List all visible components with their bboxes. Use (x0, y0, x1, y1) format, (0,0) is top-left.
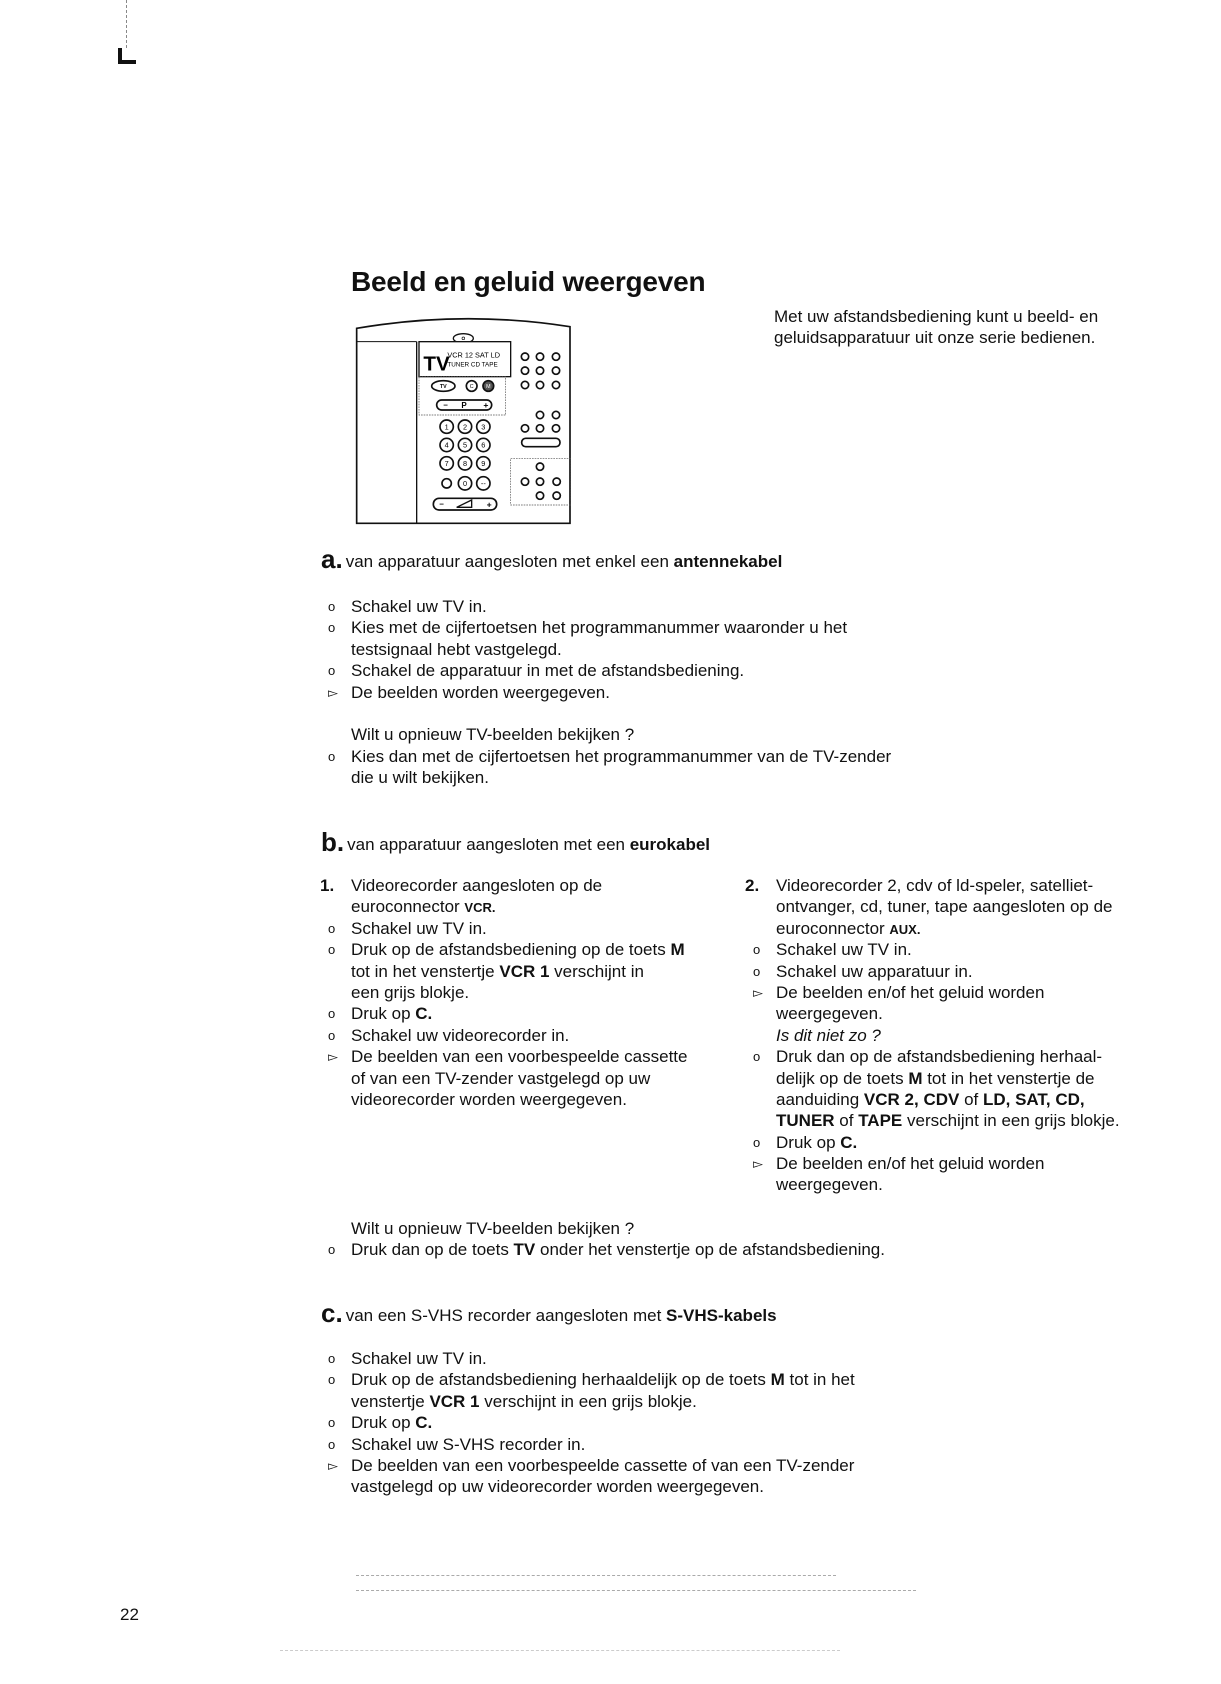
bullet-circle-icon: o (328, 1006, 336, 1022)
function-key (536, 411, 543, 418)
text-run: videorecorder worden weergegeven. (351, 1089, 627, 1109)
list-item-line (776, 918, 1120, 939)
text-run: VCR 1 (499, 961, 550, 981)
text-run: Druk dan op de afstandsbediening herhaal- (776, 1047, 1103, 1067)
section-b-heading (321, 827, 711, 857)
text-run: weergegeven. (776, 1004, 883, 1024)
text-run: VCR 2, CDV (863, 1089, 960, 1109)
result-triangle-icon: ▻ (753, 984, 763, 1000)
function-key (552, 425, 559, 432)
text-run: De beelden van een voorbespeelde cassette of van een TV-zender (351, 1455, 855, 1475)
list-item-line (328, 682, 891, 703)
bullet-circle-icon: o (753, 942, 761, 958)
function-key (521, 353, 528, 360)
text-run: ontvanger, cd, tuner, tape aangesloten op de (776, 897, 1113, 917)
text-run: van een S-VHS recorder aangesloten met (345, 1306, 667, 1325)
step-number: 2. (745, 876, 760, 895)
text-run: Druk op (351, 1004, 416, 1024)
function-key (521, 425, 528, 432)
list-item-line (753, 1132, 1120, 1153)
list-item-line (328, 1455, 855, 1476)
list-item-line (328, 1348, 855, 1369)
text-run: weergegeven. (776, 1175, 883, 1195)
text-run: venstertje (351, 1391, 430, 1411)
svg-text:–: – (439, 499, 444, 509)
section-letter: b. (321, 827, 345, 857)
text-run: Wilt u opnieuw TV-beelden bekijken ? (351, 1219, 635, 1238)
text-run: C. (415, 1413, 433, 1433)
list-item-line (328, 1434, 855, 1455)
text-run: Wilt u opnieuw TV-beelden bekijken ? (351, 725, 635, 745)
text-run: M (908, 1068, 923, 1088)
digit-key-label: 8 (462, 459, 468, 468)
text-run: C. (840, 1132, 858, 1152)
corner-mark-foot (118, 60, 136, 64)
section-c-list (328, 1348, 855, 1498)
text-run: vastgelegd op uw videorecorder worden weergegeven. (351, 1477, 764, 1497)
bullet-circle-icon: o (328, 620, 336, 636)
svg-text:+: + (483, 400, 489, 410)
step-number: 1. (320, 876, 335, 895)
section-letter: a. (321, 544, 343, 574)
text-run: verschijnt in een grijs blokje. (479, 1391, 697, 1411)
text-run: TUNER (776, 1111, 835, 1131)
text-run: Videorecorder 2, cdv of ld-speler, satelliet- (776, 876, 1094, 895)
list-item-line (776, 1068, 1120, 1089)
text-run: VCR 1 (429, 1391, 480, 1411)
display-line1: VCR 12 SAT LD (447, 350, 501, 360)
list-item-line (328, 939, 687, 960)
list-item-line (328, 746, 892, 767)
text-run: Schakel de apparatuur in met de afstandsbediening. (351, 661, 745, 681)
digit-key-label: 9 (481, 459, 486, 468)
text-run: euroconnector (776, 918, 890, 938)
text-run: VCR. (464, 900, 496, 916)
list-item-line (328, 1239, 885, 1260)
svg-text:P: P (461, 401, 467, 410)
function-key (521, 381, 528, 388)
text-run: De beelden en/of het geluid worden (776, 1154, 1045, 1174)
function-key (552, 353, 559, 360)
function-key (536, 425, 543, 432)
result-triangle-icon: ▻ (753, 1156, 763, 1172)
svg-text:+: + (486, 499, 492, 510)
scan-artifact-line (356, 1590, 916, 1591)
list-item-line (351, 1476, 855, 1497)
list-item-line (328, 660, 891, 681)
text-run: Druk dan op de toets (351, 1240, 514, 1260)
bullet-circle-icon: o (328, 1436, 336, 1452)
bullet-circle-icon: o (328, 1415, 336, 1431)
function-key (536, 478, 543, 485)
text-run: Schakel uw TV in. (351, 597, 487, 616)
digit-key-label: 7 (444, 459, 449, 468)
svg-text:–: – (443, 400, 448, 410)
list-item-line (320, 875, 687, 896)
list-item-line (753, 1046, 1120, 1067)
section-a-heading (321, 544, 783, 574)
text-run: aanduiding (776, 1089, 864, 1109)
function-key (521, 367, 528, 374)
text-run: De beelden en/of het geluid worden (776, 982, 1045, 1002)
list-item-line (351, 1391, 855, 1412)
list-item-line (328, 1369, 855, 1390)
list-item-line (351, 639, 891, 660)
svg-text:M: M (486, 384, 491, 390)
list-item-line (351, 1089, 687, 1110)
text-run: of van een TV-zender vastgelegd op uw (351, 1068, 651, 1088)
list-item-line (753, 1153, 1120, 1174)
list-item-line (351, 1068, 687, 1089)
digit-key-label: 6 (481, 440, 486, 450)
text-run: tot in het (784, 1370, 855, 1390)
list-item-line (776, 1089, 1120, 1110)
list-item-line (745, 875, 1120, 896)
text-run: antennekabel (673, 552, 783, 571)
function-key (553, 492, 560, 499)
intro-line: geluidsapparatuur uit onze serie bedienen. (774, 328, 1096, 348)
crop-mark-line (126, 0, 127, 48)
text-run: Kies dan met de cijfertoetsen het programmanummer van de TV-zender (351, 746, 892, 766)
list-item-line (351, 961, 687, 982)
text-run: van apparatuur aangesloten met een (347, 835, 630, 854)
digit-key (442, 479, 451, 488)
text-run: of (834, 1111, 859, 1131)
display-line2: TUNER CD TAPE (447, 361, 498, 369)
list-item-line (776, 1110, 1120, 1131)
bullet-circle-icon: o (328, 599, 336, 614)
function-key (536, 367, 543, 374)
function-key (521, 478, 528, 485)
bullet-circle-icon: o (328, 942, 336, 958)
function-key (536, 463, 543, 470)
list-item-line (351, 982, 687, 1003)
text-run: M (770, 1370, 785, 1390)
scan-artifact-line (356, 1575, 836, 1576)
section-b-after (328, 1218, 885, 1261)
scan-artifact-line (280, 1650, 840, 1651)
bullet-circle-icon: o (753, 963, 761, 979)
function-key (536, 381, 543, 388)
bullet-circle-icon: o (328, 1027, 336, 1043)
text-run: TV (513, 1240, 536, 1260)
text-run: AUX. (889, 921, 921, 937)
list-item-line (351, 724, 891, 745)
section-letter: c. (321, 1298, 343, 1328)
bullet-circle-icon: o (328, 1372, 336, 1388)
text-run: of (959, 1089, 983, 1109)
function-key (536, 353, 543, 360)
function-key (536, 492, 543, 499)
text-run: Schakel uw videorecorder in. (351, 1025, 570, 1045)
text-run: euroconnector (351, 897, 465, 917)
result-triangle-icon: ▻ (328, 684, 338, 700)
text-run: TAPE (858, 1111, 903, 1131)
digit-key-label: 3 (481, 422, 486, 432)
function-key (552, 381, 559, 388)
list-item-line (351, 703, 891, 724)
text-run: onder het venstertje op de afstandsbediening. (535, 1240, 885, 1260)
text-run: M (670, 940, 685, 960)
text-run: een grijs blokje. (351, 982, 470, 1002)
text-run: verschijnt in (549, 961, 644, 981)
section-b-right-column (745, 875, 1120, 1196)
function-key (553, 478, 560, 485)
bullet-circle-icon: o (328, 920, 336, 936)
text-run: eurokabel (629, 835, 711, 854)
list-item-line (776, 1025, 1120, 1046)
text-run: tot in het venstertje de (922, 1068, 1095, 1088)
svg-text:TV: TV (439, 384, 447, 390)
remote-control-diagram (340, 310, 600, 540)
page-title: Beeld en geluid weergeven (351, 266, 706, 297)
bullet-circle-icon: o (328, 663, 336, 679)
function-key (552, 367, 559, 374)
digit-key-label: 0 (462, 479, 468, 488)
list-item-line (328, 918, 687, 939)
list-item-line (776, 1003, 1120, 1024)
text-run: Druk op (351, 1413, 416, 1433)
list-item-line (351, 896, 687, 917)
bullet-circle-icon: o (328, 748, 336, 764)
text-run: testsignaal hebt vastgelegd. (351, 639, 562, 659)
text-run: Schakel uw apparatuur in. (776, 961, 973, 981)
list-item-line (328, 1003, 687, 1024)
list-item-line (753, 939, 1120, 960)
text-run: C. (415, 1004, 433, 1024)
result-triangle-icon: ▻ (328, 1049, 338, 1065)
oblong-key (522, 438, 560, 446)
text-run: Videorecorder aangesloten op de (351, 876, 603, 895)
result-triangle-icon: ▻ (328, 1457, 338, 1473)
list-item-line (351, 1218, 885, 1239)
intro-line: Met uw afstandsbediening kunt u beeld- en (774, 307, 1099, 326)
text-run: Schakel uw TV in. (351, 1349, 487, 1368)
section-b-left-column (320, 875, 688, 1110)
bullet-circle-icon: o (753, 1049, 761, 1065)
page-number: 22 (120, 1605, 139, 1624)
list-item-line (753, 982, 1120, 1003)
bullet-circle-icon: o (328, 1242, 336, 1258)
list-item-line (776, 1174, 1120, 1195)
bullet-circle-icon: o (328, 1351, 336, 1366)
svg-text:C: C (469, 384, 474, 390)
text-run: Kies met de cijfertoetsen het programmanummer waaronder u het (351, 618, 848, 638)
text-run: Schakel uw TV in. (776, 940, 912, 960)
list-item-line (328, 596, 891, 617)
text-run: delijk op de toets (776, 1068, 909, 1088)
section-a-list (328, 596, 892, 789)
text-run: Is dit niet zo ? (776, 1025, 881, 1045)
list-item-line (328, 1046, 688, 1067)
text-run: verschijnt in een grijs blokje. (902, 1111, 1120, 1131)
intro-text (774, 306, 1098, 349)
list-item-line (753, 961, 1120, 982)
list-item-line (776, 896, 1120, 917)
text-run: Druk op de afstandsbediening herhaaldelijk op de toets (351, 1370, 771, 1390)
digit-key-label: 1 (444, 422, 449, 432)
bullet-circle-icon: o (753, 1134, 761, 1150)
digit-key-label: -- (480, 479, 486, 488)
text-run: De beelden van een voorbespeelde cassette (351, 1047, 688, 1067)
list-item-line (351, 767, 891, 788)
digit-key-label: 5 (462, 440, 468, 450)
text-run: LD, SAT, CD, (982, 1089, 1085, 1109)
text-run: van apparatuur aangesloten met enkel een (345, 552, 674, 571)
function-key (552, 411, 559, 418)
display-tv: TV (423, 352, 450, 376)
list-item-line (328, 617, 891, 638)
digit-key-label: 2 (462, 422, 468, 432)
digit-key-label: 4 (444, 440, 449, 450)
text-run: De beelden worden weergegeven. (351, 682, 610, 702)
text-run: S-VHS-kabels (666, 1306, 777, 1325)
list-item-line (328, 1412, 855, 1433)
text-run: tot in het venstertje (351, 961, 500, 981)
text-run: Druk op (776, 1132, 841, 1152)
text-run: Druk op de afstandsbediening op de toets (351, 940, 671, 960)
list-item-line (328, 1025, 687, 1046)
text-run: Schakel uw TV in. (351, 918, 487, 938)
section-c-heading (321, 1298, 777, 1328)
text-run: die u wilt bekijken. (351, 768, 489, 788)
text-run: Schakel uw S-VHS recorder in. (351, 1434, 586, 1454)
